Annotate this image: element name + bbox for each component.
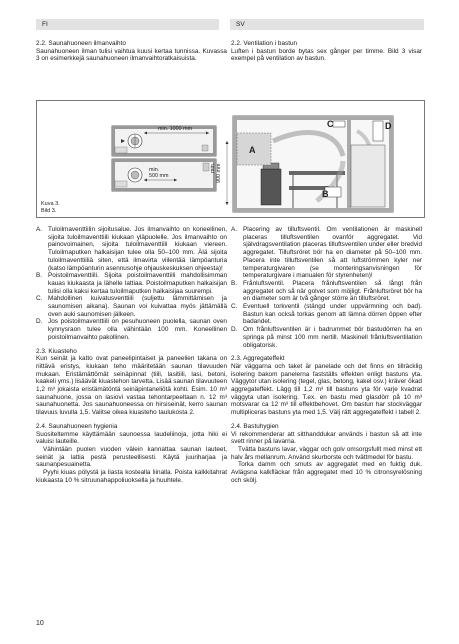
fi-ventilation-heading: 2.2. Saunahuoneen ilmanvaihto	[36, 40, 126, 47]
label-min-900-a: min.	[210, 162, 216, 173]
zone-label-d: D	[385, 121, 392, 131]
sv-vent-list	[231, 226, 422, 349]
page-number: 10	[36, 620, 44, 627]
list-text: Jos poistoilmaventtiili on pesuhuoneen puolella, saunan oven kynnysraon tulee olla vähintään 100 mm. Koneellinen poistoilmanvaihto pakollinen.	[48, 318, 227, 341]
label-min-500-a: min.	[149, 167, 160, 173]
list-text: Mahdollinen kuivatusventtiili (suljettu lämmittämisen ja saunomisen aikana). Saunan voi kuivattaa myös jättämällä oven auki saunomisen jälkeen.	[48, 295, 227, 318]
language-tab-sv	[230, 19, 424, 30]
zone-label-a: A	[249, 145, 256, 155]
sv-lower-column	[231, 226, 422, 485]
sv-hygiene-p3: Torka damm och smuts av aggregatet med en fuktig duk. Avlägsna kalkfläckar från aggregatet med 10 % citronsyrelösning och skölj.	[231, 461, 422, 484]
list-item	[36, 226, 227, 272]
fi-heater-text: Kun seinät ja katto ovat paneelipintaiset ja paneelien takana on riittävä eristys, kiukaan teho määritetään saunan tilavuuden mukaan. Eristämättömät seinäpinnat (tiili, lasitiili, lasi, betoni, kaakeli yms.) lisäävät kiuastehon tarvetta. Lisää saunan tilavuuteen 1,2 m³ jokaista eristämätöntä seinäpintaneliötä kohti. Esim. 10 m³ saunahuone, jossa on lasiovi vastaa tehontarpeeltaan n. 12 m³ saunahuonetta. Jos saunahuoneessa on hirsiseinät, kerro saunan tilavuus luvulla 1,5. Valitse oikea kiuasteho taulukosta 2.	[36, 355, 227, 417]
fi-hygiene-p2: Vähintään puolen vuoden välein kannattaa saunan lauteet, seinät ja lattia pestä perusteellisesti. Käytä juuriharjaa ja saunanpesuainetta.	[36, 445, 227, 469]
sv-ventilation-heading: 2.2. Ventilation i bastun	[231, 40, 298, 47]
zone-label-b: B	[322, 189, 329, 199]
list-item	[36, 272, 227, 295]
language-tab-fi	[36, 19, 219, 30]
list-item	[231, 226, 422, 280]
list-letter: B.	[231, 279, 238, 287]
ventilation-diagram	[37, 101, 426, 219]
list-text: Eventuell torkventil (stängd under uppvärmning och bad). Bastun kan också torkas genom att lämna dörren öppen efter badandet.	[243, 303, 422, 326]
list-item	[231, 280, 422, 303]
fi-hygiene-p1: Suositeltemme käyttämään saunoessa laudeliinoja, jotta hiki ei valuisi lauteille.	[36, 430, 227, 446]
fi-hygiene-p3: Pyyhi kiuas pölystä ja liasta kostealla liinalla. Poista kalkkitahrat kiukaasta 10 % sitruunahappoliuoksella ja huuhtele.	[36, 469, 227, 484]
label-min-900-b: 900 mm	[216, 163, 222, 183]
sv-hygiene-p1: Vi rekommenderar att sitthanddukar används i bastun så att inte svett rinner på lavarna.	[231, 430, 422, 446]
ventilation-figure	[36, 100, 425, 218]
fi-lower-column	[36, 226, 227, 485]
list-letter: C.	[231, 303, 238, 311]
fi-ventilation-section	[36, 40, 227, 63]
tab-sv-label: SV	[236, 21, 245, 28]
list-letter: C.	[36, 295, 43, 303]
list-text: Poistoilmaventtiili. Sijoita poistoilmaventtiili mahdollisimman kauas kiukaasta ja lähelle lattiaa. Poistoilmaputken halkaisijan tulisi olla kaksi kertaa tuloilmaputken halkaisijaa suurempi.	[48, 272, 227, 295]
sv-heater-text: När väggarna och taket är panelade och det finns en tillräcklig isolering bakom panelerna fastställs effekten enligt bastuns yta. Väggytor utan isolering (tegel, glas, betong, kakel osv.) kräver ökad aggregateffekt. Lägg till 1,2 m³ till bastuns yta för varje kvadrat väggyta utan isolering. T.ex. en bastu med glasdörr på 10 m³ motsvarar ca 12 m³ till effektbehovet. Om bastun har stockväggar multipliceras bastuns yta med 1,5. Välj rätt aggregateffekt i tabell 2.	[231, 362, 422, 417]
fi-heater-heading: 2.3. Kiuasteho	[36, 347, 77, 355]
fi-ventilation-text: Saunahuoneen ilman tulisi vaihtua kuusi kertaa tunnissa. Kuvassa 3 on esimerkkejä saunahuoneen ilmanvaihtoratkaisuista.	[36, 47, 227, 63]
list-text: Om frånluftsventilen är i badrummet bör bastudörren ha en springa på minst 100 mm nertill. Maskinell frånluftsventilation obligatorisk.	[243, 326, 422, 349]
sv-hygiene-p2: Tvätta bastuns lavar, väggar och golv omsorgsfullt med minst ett halv års mellanrum. Använd skurborste och tvättmedel för bastu.	[231, 445, 422, 461]
label-min-500-b: 500 mm	[149, 173, 169, 179]
sv-ventilation-section	[231, 40, 422, 63]
list-text: Tuloilmaventtiilin sijoitusalue. Jos ilmanvaihto on koneellinen, sijoita tuloilmaventtiili kiukaan yläpuolelle. Jos ilmanvaihto on painovoimainen, sijoita tuloilmaventtiili kiukaan viereen. Tuloilmaputken halkaisijan tulee olla 50–100 mm. Älä sijoita tuloilmaventtiiliä siten, että ilmavirta viilentää lämpöanturia (katso lämpöanturin asennusohje ohjauskeskuksen ohjeesta)!	[48, 226, 227, 272]
sv-heater-heading: 2.3. Aggregateffekt	[231, 355, 285, 363]
fi-hygiene-heading: 2.4. Saunahuoneen hygienia	[36, 422, 118, 430]
label-min-1000: min. 1000 mm	[158, 126, 193, 132]
fi-vent-list	[36, 226, 227, 342]
caption-sv: Bild 3.	[41, 207, 57, 214]
list-item	[231, 326, 422, 349]
sv-ventilation-text: Luften i bastun borde bytas sex gånger per timme. Bild 3 visar exempel på ventilation av bastun.	[231, 47, 422, 63]
list-letter: D.	[231, 326, 238, 334]
list-letter: D.	[36, 318, 43, 326]
list-text: Placering av tilluftsventil. Om ventilationen är maskinell placeras tilluftsventilen ovanför aggregatet. Vid självdragsventilation placeras tilluftsventilen under eller bredvid aggregatet. Tilluftsröret bör ha en diameter på 50–100 mm. Placera inte tilluftsventilen så att luftströmmen kyler ner temperaturgivaren (se monteringsanvisningen för temperaturgivare i manualen för styrenheten)!	[243, 226, 422, 280]
cross-section-diagram	[226, 116, 394, 212]
zone-label-c: C	[327, 119, 334, 129]
sv-hygiene-heading: 2.4. Bastuhygien	[231, 422, 279, 430]
list-letter: A.	[36, 226, 43, 233]
list-item	[36, 318, 227, 341]
figure-caption	[41, 201, 60, 214]
list-letter: B.	[36, 272, 43, 280]
tab-fi-label: FI	[42, 21, 48, 28]
list-letter: A.	[231, 226, 238, 233]
list-item	[231, 303, 422, 326]
list-item	[36, 295, 227, 318]
caption-fi: Kuva 3.	[41, 201, 60, 207]
list-text: Frånluftsventil. Placera frånluftsventilen så långt från aggregatet och så när golvet som möjligt. Frånluftsröret bör ha en diameter som är två gånger större än tilluftsröret.	[243, 279, 422, 303]
